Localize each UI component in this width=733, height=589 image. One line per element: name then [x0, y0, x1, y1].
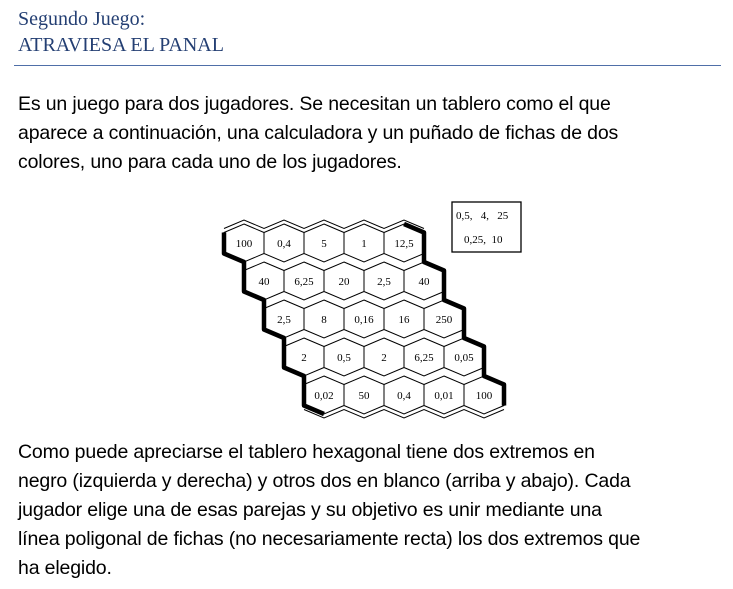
- hex-value: 1: [361, 238, 367, 250]
- hex-value: 12,5: [394, 238, 414, 250]
- hex-value: 0,4: [277, 238, 291, 250]
- intro-line: aparece a continuación, una calculadora y un puñado de fichas de dos: [18, 122, 619, 144]
- hex-value: 0,16: [354, 314, 374, 326]
- intro-paragraph: [18, 90, 718, 177]
- hex-value: 6,25: [294, 276, 314, 288]
- explanation-line: jugador elige una de esas parejas y su objetivo es unir mediante una: [18, 499, 602, 521]
- hex-value: 16: [398, 314, 410, 326]
- hex-value: 0,4: [397, 390, 411, 402]
- hex-value: 20: [338, 276, 350, 288]
- hex-value: 8: [321, 314, 327, 326]
- explanation-line: línea poligonal de fichas (no necesariamente recta) los dos extremos que: [18, 528, 641, 550]
- intro-line: colores, uno para cada uno de los jugadores.: [18, 151, 402, 173]
- hex-value: 40: [258, 276, 270, 288]
- hex-value: 2: [301, 352, 307, 364]
- legend-line: 0,25, 10: [464, 234, 503, 246]
- hex-board-figure: [208, 190, 528, 422]
- hex-value: 2: [381, 352, 387, 364]
- legend-line: 0,5, 4, 25: [456, 210, 509, 222]
- hex-value: 0,05: [454, 352, 474, 364]
- explanation-line: ha elegido.: [18, 557, 112, 579]
- explanation-paragraph: [18, 438, 723, 583]
- legend-box: [452, 202, 521, 252]
- hex-value: 2,5: [277, 314, 291, 326]
- intro-line: Es un juego para dos jugadores. Se necesitan un tablero como el que: [18, 93, 611, 115]
- explanation-line: Como puede apreciarse el tablero hexagonal tiene dos extremos en: [18, 441, 595, 463]
- game-number: Segundo Juego:: [18, 8, 146, 30]
- hex-value: 100: [235, 238, 253, 250]
- hex-value: 0,5: [337, 352, 351, 364]
- hex-value: 6,25: [414, 352, 434, 364]
- hex-value: 0,01: [434, 390, 454, 402]
- hex-value: 5: [321, 238, 327, 250]
- hex-value: 250: [435, 314, 453, 326]
- title-underline: [14, 65, 721, 66]
- hex-value: 0,02: [314, 390, 334, 402]
- hex-value: 2,5: [377, 276, 391, 288]
- game-heading: [18, 6, 224, 58]
- game-title: ATRAVIESA EL PANAL: [18, 34, 224, 56]
- hex-value: 40: [418, 276, 430, 288]
- explanation-line: negro (izquierda y derecha) y otros dos en blanco (arriba y abajo). Cada: [18, 470, 631, 492]
- hex-value: 100: [475, 390, 493, 402]
- hex-value: 50: [358, 390, 370, 402]
